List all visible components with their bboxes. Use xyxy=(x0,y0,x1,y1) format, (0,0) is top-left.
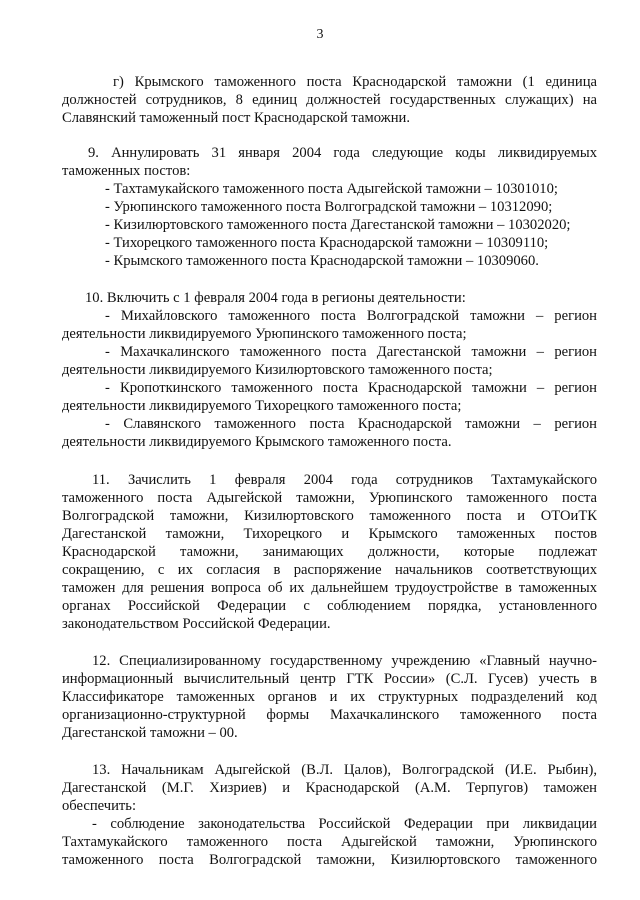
item-11 xyxy=(62,471,597,633)
text-line: 10. Включить с 1 февраля 2004 года в регионы деятельности: xyxy=(85,290,466,306)
text-line: - Махачкалинского таможенного поста Дагестанской таможни – регион xyxy=(105,344,597,360)
text-line: - Славянского таможенного поста Краснодарской таможни – регион xyxy=(105,416,597,432)
text-line: должностей сотрудников, 8 единиц должностей государственных служащих) на xyxy=(62,92,597,108)
text-line: - Кропоткинского таможенного поста Краснодарской таможни – регион xyxy=(105,380,597,396)
text-line: Славянский таможенный пост Краснодарской таможни. xyxy=(62,110,410,126)
text-line: таможенного поста Волгоградской таможни, Кизилюртовского таможенного xyxy=(62,852,597,868)
text-line: деятельности ликвидируемого Крымского таможенного поста. xyxy=(62,434,452,450)
text-line: Дагестанской таможни, Тихорецкого и Крымского таможенных постов xyxy=(62,526,597,542)
text-line: сокращению, с их согласия в распоряжение начальников соответствующих xyxy=(62,562,597,578)
text-line: организационно-структурной формы Махачкалинского таможенного поста xyxy=(62,707,597,723)
item-12 xyxy=(62,652,597,742)
text-line: таможенных постов: xyxy=(62,163,191,179)
code-line: - Урюпинского таможенного поста Волгоградской таможни – 10312090; xyxy=(105,199,553,215)
item-g xyxy=(62,73,597,127)
code-line: - Тихорецкого таможенного поста Краснодарской таможни – 10309110; xyxy=(105,235,549,251)
text-line: органах Российской Федерации с соблюдением порядка, установленного xyxy=(62,598,597,614)
text-line: Краснодарской таможни, занимающих должности, которые подлежат xyxy=(62,544,597,560)
document-body xyxy=(62,73,597,869)
text-line: 9. Аннулировать 31 января 2004 года следующие коды ликвидируемых xyxy=(88,145,597,161)
text-line: 12. Специализированному государственному учреждению «Главный научно- xyxy=(92,653,597,669)
text-line: Волгоградской таможни, Кизилюртовского таможенного поста и ОТОиТК xyxy=(62,508,597,524)
text-line: 13. Начальникам Адыгейской (В.Л. Цалов), Волгоградской (И.Е. Рыбин), xyxy=(92,762,597,778)
text-line: - Михайловского таможенного поста Волгоградской таможни – регион xyxy=(105,308,597,324)
item-13 xyxy=(62,761,597,869)
text-line: - соблюдение законодательства Российской Федерации при ликвидации xyxy=(92,816,597,832)
page-number: 3 xyxy=(316,27,324,42)
text-line: Дагестанской (М.Г. Хизриев) и Краснодарской (А.М. Терпугов) таможен xyxy=(62,780,597,796)
code-line: - Тахтамукайского таможенного поста Адыгейской таможни – 10301010; xyxy=(105,181,558,197)
text-line: законодательством Российской Федерации. xyxy=(62,616,331,632)
text-line: 11. Зачислить 1 февраля 2004 года сотрудников Тахтамукайского xyxy=(92,472,597,488)
code-line: - Крымского таможенного поста Краснодарской таможни – 10309060. xyxy=(105,253,539,269)
item-10 xyxy=(62,289,597,451)
text-line: Тахтамукайского таможенного поста Адыгейской таможни, Урюпинского xyxy=(62,834,597,850)
item-9 xyxy=(62,144,597,270)
text-line: Дагестанской таможни – 00. xyxy=(62,725,238,741)
text-line: деятельности ликвидируемого Урюпинского таможенного поста; xyxy=(62,326,467,342)
text-line: деятельности ликвидируемого Тихорецкого таможенного поста; xyxy=(62,398,462,414)
text-line: деятельности ликвидируемого Кизилюртовского таможенного поста; xyxy=(62,362,493,378)
text-line: обеспечить: xyxy=(62,798,137,814)
code-line: - Кизилюртовского таможенного поста Дагестанской таможни – 10302020; xyxy=(105,217,571,233)
text-line: г) Крымского таможенного поста Краснодарской таможни (1 единица xyxy=(113,74,597,90)
text-line: информационный вычислительный центр ГТК России» (С.Л. Гусев) учесть в xyxy=(62,671,597,687)
text-line: Классификаторе таможенных органов и их структурных подразделений код xyxy=(62,689,597,705)
text-line: таможенного поста Адыгейской таможни, Урюпинского таможенного поста xyxy=(62,490,597,506)
text-line: таможен для решения вопроса об их дальнейшем трудоустройстве в таможенных xyxy=(62,580,597,596)
